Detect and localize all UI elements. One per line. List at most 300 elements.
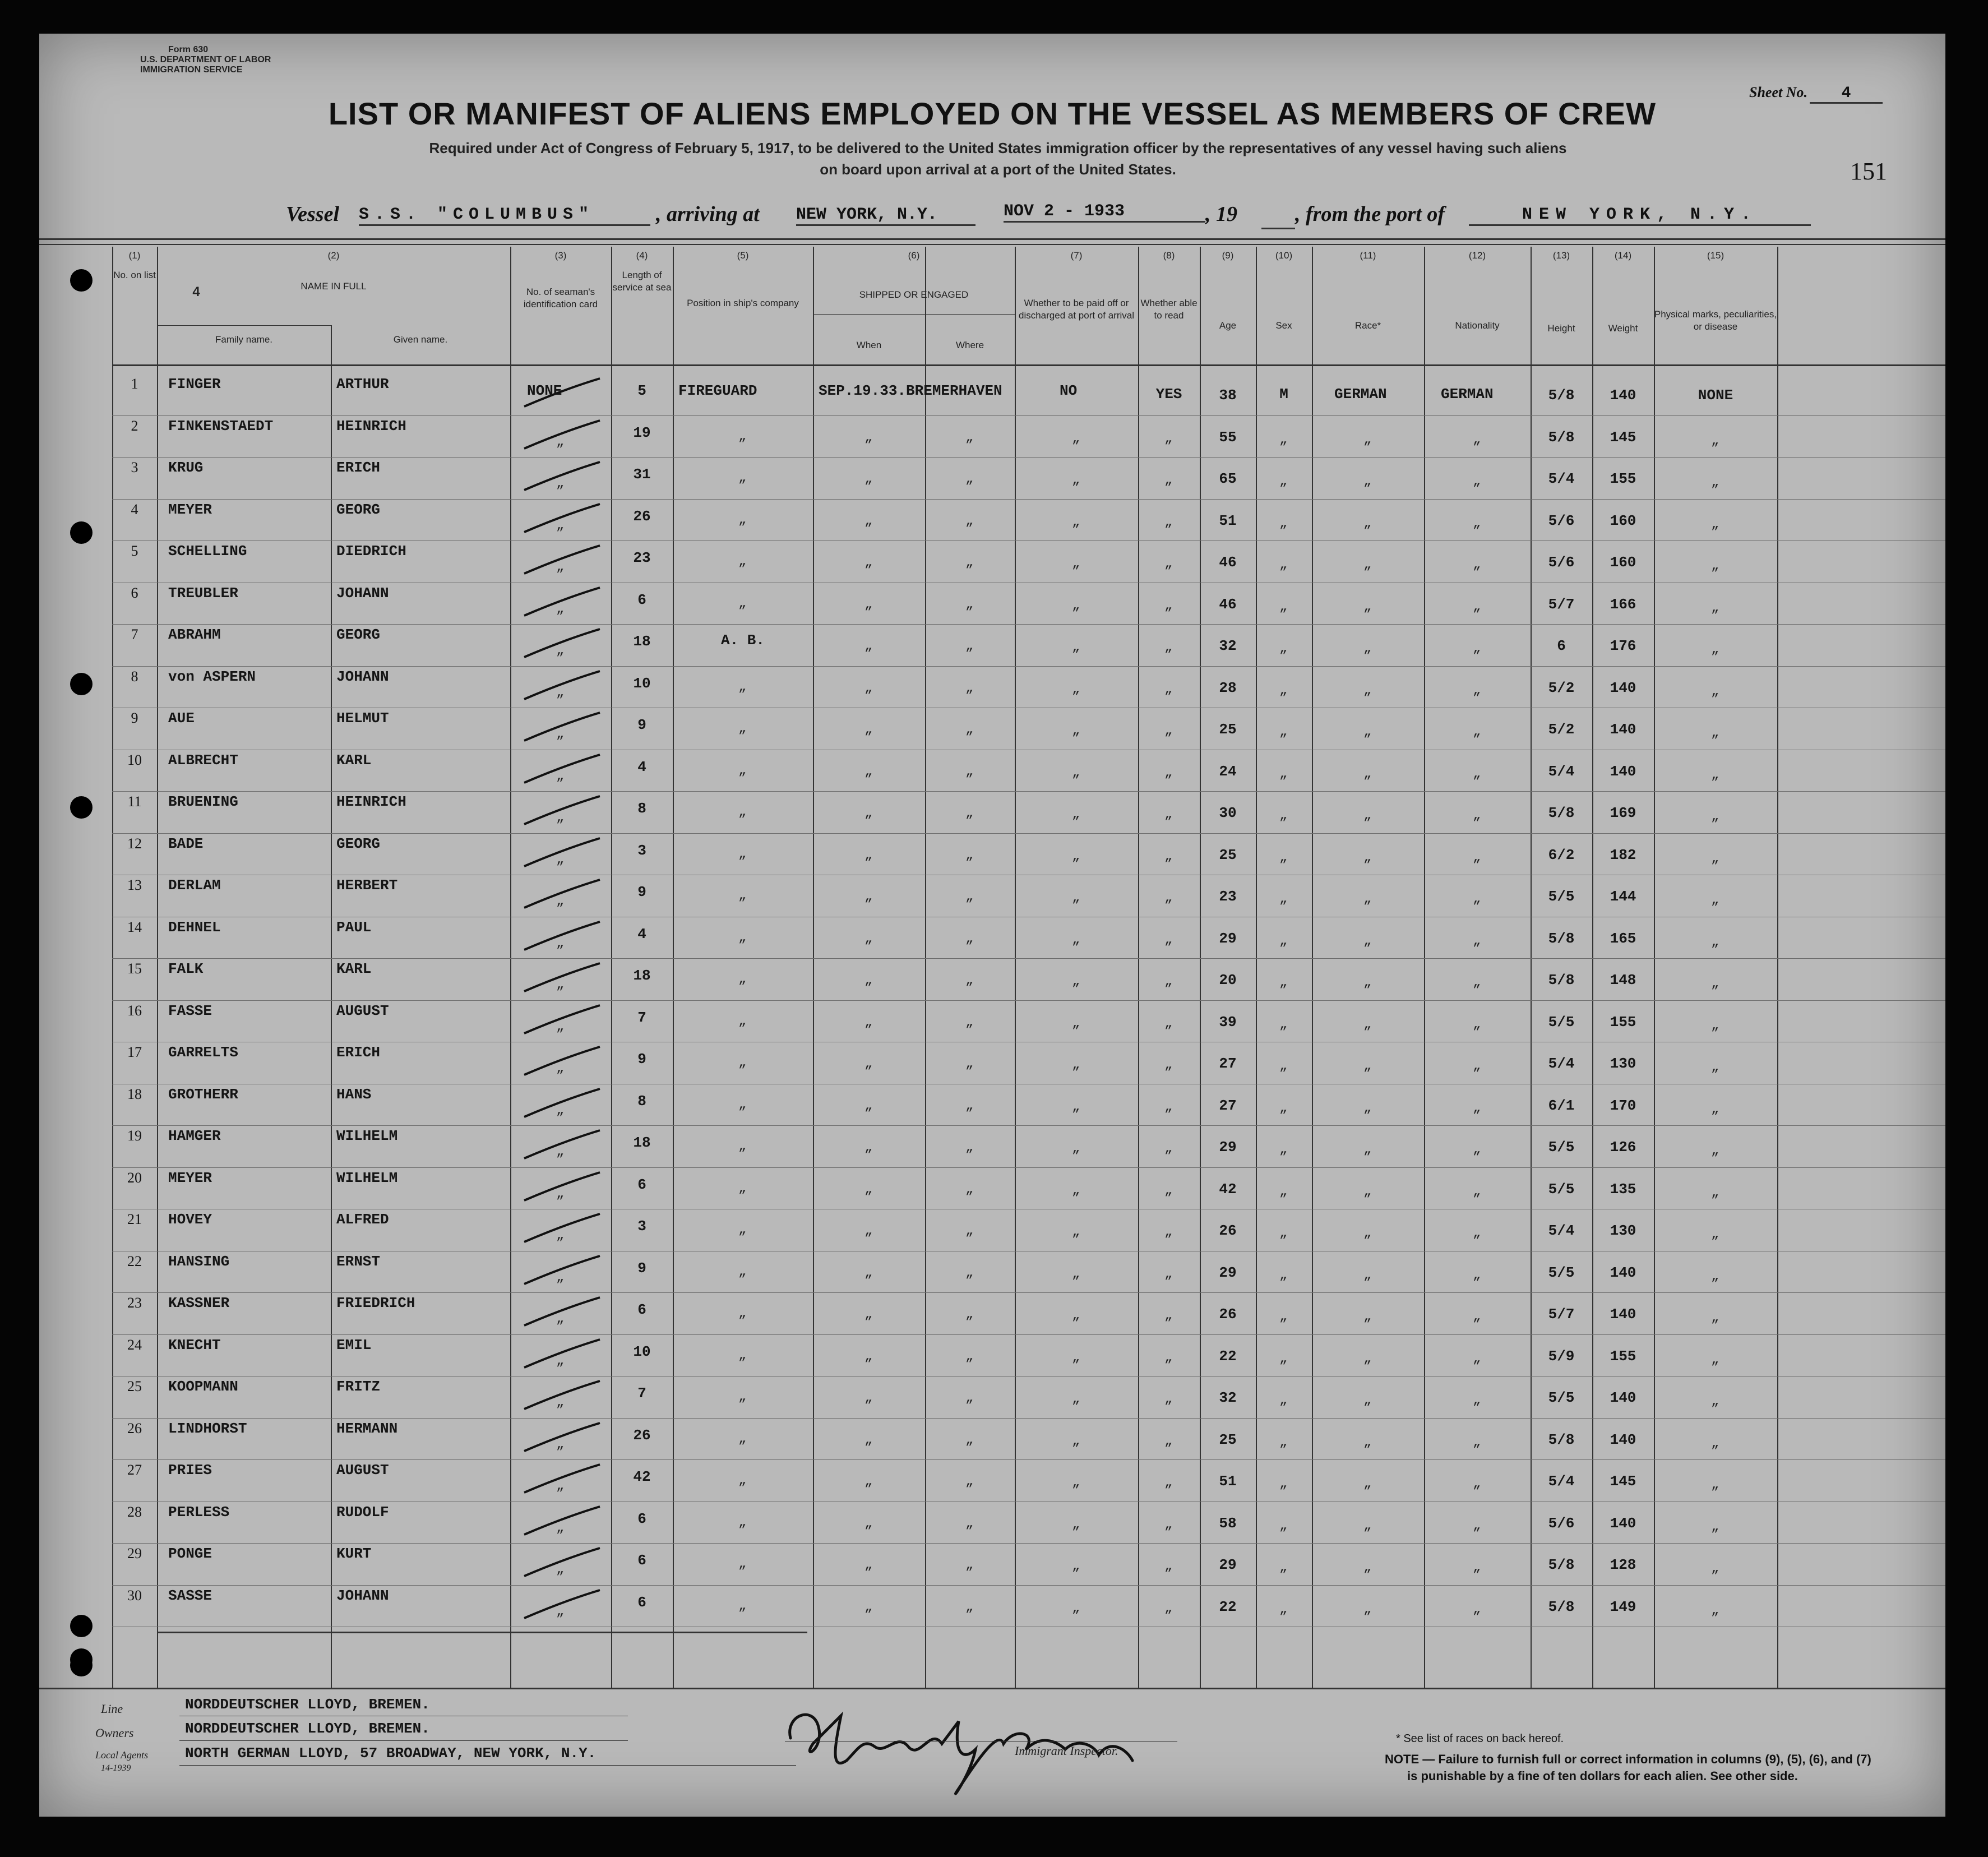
sex-ditto: „	[1279, 599, 1288, 615]
ship-position-ditto: „	[738, 1473, 747, 1488]
sex-ditto: „	[1279, 1017, 1288, 1032]
row-number: 7	[131, 626, 138, 643]
shipped-where-ditto: „	[965, 513, 974, 529]
able-to-read-ditto: „	[1164, 431, 1173, 446]
sex-ditto: „	[1279, 891, 1288, 907]
col-3-header: No. of seaman's identification card	[523, 287, 598, 310]
race-ditto: „	[1363, 808, 1372, 823]
race-ditto: „	[1363, 1267, 1372, 1283]
able-to-read-ditto: „	[1164, 723, 1173, 738]
race-ditto: „	[1363, 474, 1372, 489]
table-row-rule	[112, 1000, 1945, 1001]
family-name: FINGER	[168, 376, 221, 392]
given-name: JOHANN	[336, 584, 389, 602]
ship-position-ditto: „	[738, 679, 747, 695]
height: 5/8	[1548, 428, 1575, 446]
col-4-header: Length of service at sea	[612, 270, 672, 293]
id-card-ditto: „	[556, 1311, 565, 1327]
ship-position-ditto: „	[738, 595, 747, 611]
weight: 155	[1610, 1347, 1636, 1365]
table-row-rule	[112, 666, 1945, 667]
able-to-read-ditto: „	[1164, 1392, 1173, 1407]
physical-marks-ditto: „	[1711, 516, 1719, 532]
row-number: 20	[127, 1169, 142, 1186]
nationality-ditto: „	[1473, 891, 1481, 907]
ship-position-ditto: „	[738, 512, 747, 528]
nationality-ditto: „	[1473, 1434, 1481, 1450]
column-rule	[813, 247, 814, 1688]
age: 55	[1219, 428, 1237, 446]
length-of-service: 9	[637, 1051, 646, 1068]
col-13-number: (13)	[1552, 250, 1570, 261]
id-card-number: NONE	[527, 382, 562, 399]
sex-ditto: „	[1279, 641, 1288, 656]
height: 5/5	[1548, 1264, 1575, 1281]
length-of-service: 5	[637, 382, 646, 399]
column-rule	[157, 247, 158, 1688]
physical-marks-ditto: „	[1711, 1185, 1719, 1200]
shipped-where-ditto: „	[965, 1014, 974, 1030]
nationality-ditto: „	[1473, 1518, 1481, 1533]
table-row-rule	[112, 1459, 1945, 1460]
shipped-when-ditto: „	[864, 680, 873, 696]
weight: 165	[1610, 930, 1636, 947]
sex-ditto: „	[1279, 724, 1288, 740]
age: 65	[1219, 470, 1237, 487]
age: 23	[1219, 888, 1237, 905]
weight: 140	[1610, 1264, 1636, 1281]
shipped-when-ditto: „	[864, 1056, 873, 1071]
height: 6/1	[1548, 1097, 1575, 1114]
shipped-when-ditto: „	[864, 1098, 873, 1114]
given-name: ERNST	[336, 1253, 381, 1270]
length-of-service: 9	[637, 1259, 646, 1277]
shipped-where-ditto: „	[965, 973, 974, 988]
list-end-rule	[157, 1632, 807, 1633]
nationality-ditto: „	[1473, 432, 1481, 447]
able-to-read-ditto: „	[1164, 514, 1173, 530]
id-card-ditto: „	[556, 1269, 565, 1285]
sex-ditto: „	[1279, 849, 1288, 865]
form-code: 14-1939	[101, 1763, 131, 1773]
family-name: HOVEY	[168, 1211, 212, 1228]
row-number: 30	[127, 1587, 142, 1604]
ship-position-ditto: „	[738, 1180, 747, 1196]
physical-marks-ditto: „	[1711, 851, 1719, 866]
able-to-read-ditto: „	[1164, 1433, 1173, 1449]
race-ditto: „	[1363, 1142, 1372, 1157]
age: 22	[1219, 1347, 1237, 1365]
family-name: SCHELLING	[168, 543, 247, 560]
able-to-read-ditto: „	[1164, 1559, 1173, 1574]
paid-off-ditto: „	[1072, 723, 1080, 738]
given-name: ERICH	[336, 1044, 381, 1061]
weight: 169	[1610, 805, 1636, 821]
col-15-header: Physical marks, peculiarities, or disease	[1654, 309, 1777, 332]
nationality-ditto: „	[1473, 1351, 1481, 1366]
weight: 130	[1610, 1222, 1636, 1239]
nationality-ditto: „	[1473, 1267, 1481, 1283]
year-blank	[1261, 202, 1295, 229]
row-number: 9	[131, 710, 138, 726]
length-of-service: 18	[633, 1134, 651, 1151]
shipped-when-ditto: „	[864, 931, 873, 946]
column-rule	[1256, 247, 1257, 1688]
weight: 148	[1610, 972, 1636, 988]
given-name: RUDOLF	[336, 1503, 389, 1521]
physical-marks-ditto: „	[1711, 642, 1719, 657]
physical-marks-ditto: „	[1711, 1519, 1719, 1535]
able-to-read-ditto: „	[1164, 1015, 1173, 1031]
family-name: GARRELTS	[168, 1044, 238, 1061]
height: 5/7	[1548, 1306, 1575, 1323]
height: 6	[1557, 638, 1566, 654]
race-ditto: „	[1363, 891, 1372, 907]
id-card-ditto: „	[556, 1604, 565, 1619]
height: 5/8	[1548, 1556, 1575, 1573]
weight: 145	[1610, 428, 1636, 446]
column-rule	[1015, 247, 1016, 1688]
weight: 160	[1610, 554, 1636, 571]
row-number: 14	[127, 918, 142, 935]
sex-ditto: „	[1279, 933, 1288, 949]
physical-marks-ditto: „	[1711, 767, 1719, 783]
nationality-ditto: „	[1473, 1226, 1481, 1241]
nationality-ditto: „	[1473, 766, 1481, 782]
physical-marks-ditto: „	[1711, 1435, 1719, 1451]
id-card-ditto: „	[556, 1479, 565, 1494]
table-row-rule	[112, 833, 1945, 834]
given-name: HERBERT	[336, 877, 398, 894]
shipped-when-ditto: „	[864, 1140, 873, 1155]
length-of-service: 6	[637, 1176, 646, 1193]
given-name: HEINRICH	[336, 793, 406, 810]
col-2-number: (2)	[327, 250, 340, 261]
table-row-rule	[112, 1418, 1945, 1419]
shipped-where-ditto: „	[965, 889, 974, 904]
able-to-read-ditto: „	[1164, 1266, 1173, 1282]
nationality-ditto: „	[1473, 1017, 1481, 1032]
given-name: AUGUST	[336, 1462, 389, 1479]
family-name: PERLESS	[168, 1503, 230, 1521]
ship-position-ditto: „	[738, 930, 747, 945]
weight: 140	[1610, 721, 1636, 738]
length-of-service: 7	[637, 1385, 646, 1402]
length-of-service: 18	[633, 967, 651, 984]
agents-rule	[179, 1765, 796, 1766]
binder-hole	[70, 673, 93, 695]
binder-hole	[70, 796, 93, 819]
able-to-read-ditto: „	[1164, 1099, 1173, 1115]
col-15-number: (15)	[1707, 250, 1725, 261]
col-12-header: Nationality	[1455, 320, 1500, 331]
given-name: ERICH	[336, 459, 381, 476]
given-name: HELMUT	[336, 710, 389, 727]
length-of-service: 26	[633, 507, 651, 525]
able-to-read-ditto: „	[1164, 807, 1173, 822]
nationality-ditto: „	[1473, 724, 1481, 740]
given-name: GEORG	[336, 626, 381, 643]
height: 5/8	[1548, 1598, 1575, 1615]
nationality-ditto: „	[1473, 682, 1481, 698]
length-of-service: 3	[637, 842, 646, 859]
age: 22	[1219, 1598, 1237, 1615]
note-line-2: is punishable by a fine of ten dollars for each alien. See other side.	[1407, 1769, 1798, 1783]
given-name: WILHELM	[336, 1128, 398, 1144]
paid-off-ditto: „	[1072, 556, 1080, 571]
shipped-where-ditto: „	[965, 1599, 974, 1615]
able-to-read-ditto: „	[1164, 848, 1173, 864]
nationality-ditto: „	[1473, 975, 1481, 990]
weight: 160	[1610, 512, 1636, 529]
family-name: FASSE	[168, 1002, 212, 1019]
column-rule	[1531, 247, 1532, 1688]
shipped-when-ditto: „	[864, 1432, 873, 1448]
race: GERMAN	[1334, 386, 1387, 403]
col-10-header: Sex	[1275, 320, 1292, 331]
age: 25	[1219, 1431, 1237, 1448]
id-card-ditto: „	[556, 1520, 565, 1536]
weight: 130	[1610, 1055, 1636, 1072]
paid-off-ditto: „	[1072, 514, 1080, 530]
row-number: 29	[127, 1545, 142, 1562]
age: 29	[1219, 1264, 1237, 1281]
sex: M	[1279, 386, 1288, 403]
able-to-read-ditto: „	[1164, 473, 1173, 488]
ship-position-ditto: „	[738, 1347, 747, 1363]
family-name: DEHNEL	[168, 918, 221, 936]
ship-position-ditto: „	[738, 1556, 747, 1572]
age: 39	[1219, 1013, 1237, 1031]
sex-ditto: „	[1279, 766, 1288, 782]
table-top-rule-2	[39, 244, 1945, 245]
owners-value: NORDDEUTSCHER LLOYD, BREMEN.	[185, 1720, 430, 1737]
race-ditto: „	[1363, 1017, 1372, 1032]
paid-off-ditto: „	[1072, 681, 1080, 697]
sex-ditto: „	[1279, 1100, 1288, 1116]
physical-marks-ditto: „	[1711, 1060, 1719, 1075]
vessel-label: Vessel	[286, 202, 339, 226]
ship-position-ditto: „	[738, 1097, 747, 1112]
shipped-where-ditto: „	[965, 1098, 974, 1114]
shipped-where-ditto: „	[965, 764, 974, 779]
family-name: PONGE	[168, 1545, 212, 1562]
paid-off-ditto: „	[1072, 473, 1080, 488]
binder-hole	[70, 521, 93, 544]
shipped-where-ditto: „	[965, 722, 974, 737]
height: 5/4	[1548, 470, 1575, 487]
physical-marks-ditto: „	[1711, 558, 1719, 574]
id-card-ditto: „	[556, 1061, 565, 1076]
family-name: ABRAHM	[168, 626, 221, 643]
physical-marks-ditto: „	[1711, 1602, 1719, 1618]
paid-off-ditto: „	[1072, 1308, 1080, 1323]
height: 5/2	[1548, 721, 1575, 738]
shipped-when-ditto: „	[864, 764, 873, 779]
year-label: , 19	[1205, 202, 1237, 226]
col-5-number: (5)	[737, 250, 749, 261]
row-number: 24	[127, 1336, 142, 1353]
id-card-ditto: „	[556, 601, 565, 617]
family-name: FALK	[168, 960, 204, 977]
able-to-read-ditto: „	[1164, 1350, 1173, 1365]
age: 26	[1219, 1222, 1237, 1239]
shipped-where-ditto: „	[965, 1223, 974, 1239]
paid-off-ditto: „	[1072, 1559, 1080, 1574]
subtitle-line-2: on board upon arrival at a port of the United States.	[820, 161, 1176, 178]
race-ditto: „	[1363, 599, 1372, 615]
nationality-ditto: „	[1473, 1059, 1481, 1074]
shipped-where-ditto: „	[965, 1140, 974, 1155]
shipped-where-ditto: „	[965, 680, 974, 696]
column-rule	[1654, 247, 1655, 1688]
weight: 144	[1610, 888, 1636, 905]
shipped-where-ditto: „	[965, 1474, 974, 1489]
physical-marks: NONE	[1698, 387, 1733, 404]
ship-position-ditto: „	[738, 1431, 747, 1447]
ship-position-ditto: „	[738, 846, 747, 862]
paid-off-ditto: „	[1072, 1600, 1080, 1616]
able-to-read-ditto: „	[1164, 1225, 1173, 1240]
form-number: Form 630	[168, 45, 209, 54]
manifest-sheet	[39, 34, 1945, 1817]
physical-marks-ditto: „	[1711, 809, 1719, 824]
race-ditto: „	[1363, 1309, 1372, 1324]
shipped-when-ditto: „	[864, 806, 873, 821]
age: 51	[1219, 1473, 1237, 1490]
family-name: KASSNER	[168, 1295, 230, 1311]
physical-marks-ditto: „	[1711, 976, 1719, 991]
column-rule	[673, 247, 674, 1688]
note-races: * See list of races on back hereof.	[1396, 1733, 1564, 1745]
nationality-ditto: „	[1473, 641, 1481, 656]
paid-off-ditto: „	[1072, 1182, 1080, 1198]
able-to-read-ditto: „	[1164, 1600, 1173, 1616]
family-name: BRUENING	[168, 793, 238, 810]
physical-marks-ditto: „	[1711, 1227, 1719, 1242]
row-number: 16	[127, 1002, 142, 1019]
col-10-number: (10)	[1275, 250, 1293, 261]
department: U.S. DEPARTMENT OF LABOR	[140, 55, 271, 64]
row-number: 21	[127, 1211, 142, 1227]
col-4-number: (4)	[636, 250, 648, 261]
row-number: 17	[127, 1044, 142, 1060]
ship-position-ditto: „	[738, 470, 747, 486]
col-3-number: (3)	[554, 250, 567, 261]
vessel-line	[286, 202, 1811, 235]
agents-value: NORTH GERMAN LLOYD, 57 BROADWAY, NEW YORK, N.Y.	[185, 1745, 597, 1762]
age: 38	[1219, 387, 1237, 404]
sex-ditto: „	[1279, 682, 1288, 698]
family-name: MEYER	[168, 1169, 212, 1186]
age: 29	[1219, 930, 1237, 947]
paid-off-ditto: „	[1072, 1266, 1080, 1282]
table-row-rule	[112, 1167, 1945, 1168]
service: IMMIGRATION SERVICE	[140, 65, 243, 75]
physical-marks-ditto: „	[1711, 1018, 1719, 1033]
shipped-when-ditto: „	[864, 1516, 873, 1531]
page-subtitle	[297, 137, 1699, 180]
given-name: HERMANN	[336, 1420, 398, 1437]
nationality-ditto: „	[1473, 1560, 1481, 1575]
sex-ditto: „	[1279, 474, 1288, 489]
id-card-ditto: „	[556, 894, 565, 909]
age: 25	[1219, 846, 1237, 863]
ship-position-ditto: „	[738, 1306, 747, 1321]
shipped-when-ditto: „	[864, 1348, 873, 1364]
height: 5/4	[1548, 763, 1575, 780]
column-rule	[1200, 247, 1201, 1688]
shipped-when-ditto: „	[864, 722, 873, 737]
col-2b-header: Given name.	[393, 334, 448, 345]
table-row-rule	[112, 499, 1945, 500]
race-ditto: „	[1363, 515, 1372, 531]
column-rule	[1592, 247, 1593, 1688]
weight: 155	[1610, 470, 1636, 487]
length-of-service: 8	[637, 800, 646, 817]
family-name: HAMGER	[168, 1128, 221, 1144]
able-to-read-ditto: „	[1164, 890, 1173, 906]
ship-position-ditto: „	[738, 721, 747, 736]
table-top-rule	[39, 238, 1945, 240]
height: 5/5	[1548, 888, 1575, 905]
row-number: 4	[131, 501, 138, 518]
given-name: PAUL	[336, 918, 372, 936]
shipped-when-ditto: „	[864, 1014, 873, 1030]
shipped-when-ditto: „	[864, 472, 873, 487]
ship-position-ditto: „	[738, 554, 747, 569]
binder-hole	[70, 1615, 93, 1637]
age: 32	[1219, 1389, 1237, 1406]
id-card-ditto: „	[556, 768, 565, 784]
family-name: HANSING	[168, 1253, 230, 1270]
family-name: PRIES	[168, 1462, 212, 1479]
column-rule	[1424, 247, 1425, 1688]
paid-off-ditto: „	[1072, 1475, 1080, 1490]
family-name: DERLAM	[168, 877, 221, 894]
weight: 155	[1610, 1013, 1636, 1031]
height: 5/4	[1548, 1222, 1575, 1239]
paid-off-ditto: „	[1072, 1392, 1080, 1407]
race-ditto: „	[1363, 1434, 1372, 1450]
nationality-ditto: „	[1473, 515, 1481, 531]
shipped-where-ditto: „	[965, 1432, 974, 1448]
height: 5/8	[1548, 805, 1575, 821]
id-card-ditto: „	[556, 476, 565, 491]
weight: 126	[1610, 1139, 1636, 1156]
weight: 149	[1610, 1598, 1636, 1615]
col-2-sheet-mark: 4	[192, 284, 200, 299]
age: 58	[1219, 1514, 1237, 1532]
physical-marks-ditto: „	[1711, 893, 1719, 908]
table-row-rule	[112, 1543, 1945, 1544]
sex-ditto: „	[1279, 808, 1288, 823]
shipped-when-ditto: „	[864, 597, 873, 612]
arriving-label: , arriving at	[656, 202, 760, 226]
row-number: 15	[127, 960, 142, 977]
height: 5/5	[1548, 1013, 1575, 1031]
nationality-ditto: „	[1473, 557, 1481, 572]
given-name: KARL	[336, 751, 372, 769]
race-ditto: „	[1363, 724, 1372, 740]
able-to-read-ditto: „	[1164, 556, 1173, 571]
race-ditto: „	[1363, 1393, 1372, 1408]
height: 5/6	[1548, 554, 1575, 571]
owners-rule	[179, 1740, 628, 1741]
length-of-service: 23	[633, 549, 651, 566]
shipped-where-ditto: „	[965, 1056, 974, 1071]
paid-off-ditto: „	[1072, 807, 1080, 822]
